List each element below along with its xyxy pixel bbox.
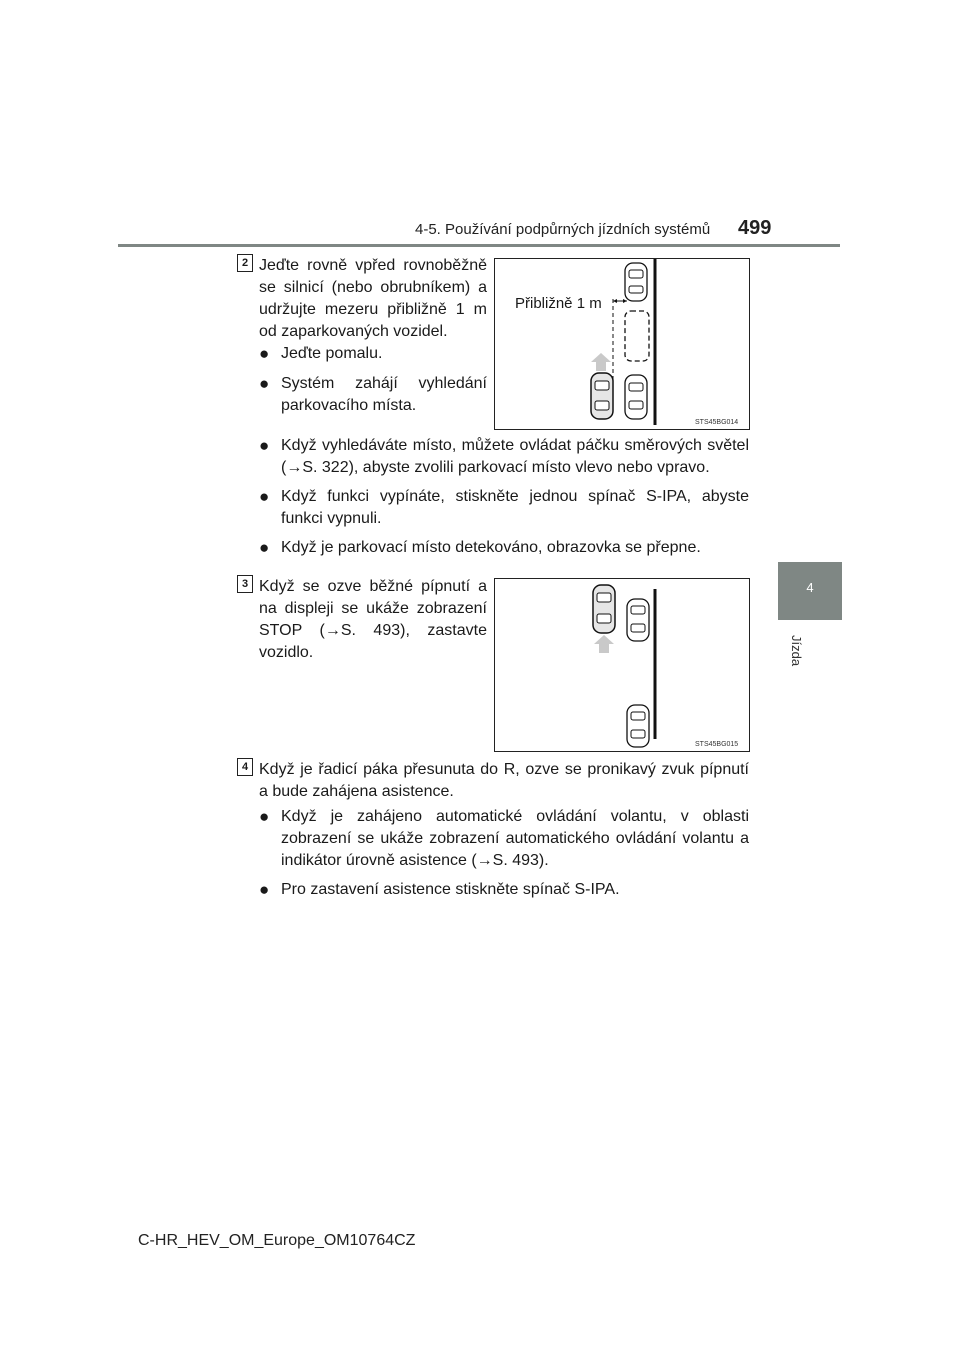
list-item: ● Když funkci vypínáte, stiskněte jednou spínač S-IPA, abyste funkci vypnuli.	[259, 486, 749, 530]
section-title: 4-5. Používání podpůrných jízdních systémů	[415, 221, 711, 238]
step-marker-4: 4	[237, 758, 253, 776]
chapter-number: 4	[806, 580, 814, 595]
list-item: ● Pro zastavení asistence stiskněte spínač S-IPA.	[259, 880, 620, 899]
figure-stop-position	[494, 578, 750, 752]
step-2-text: Jeďte rovně vpřed rovnoběžně se silnicí (nebo obrubníkem) a udržujte mezeru přibližně 1 m od zaparkovaných vozidel.	[259, 257, 487, 340]
figure-code: STS45BG014	[695, 419, 739, 426]
step-3-text: Když se ozve běžné pípnutí a na displeji se ukáže zobrazení STOP (→S. 493), zastavte vozidlo.	[259, 578, 487, 661]
page-number: 499	[738, 217, 772, 239]
bullet-icon: ●	[259, 807, 270, 826]
stop-diagram	[495, 579, 749, 751]
own-car-icon	[591, 373, 613, 419]
step-4-bullets	[259, 806, 749, 901]
list-item: ● Systém zahájí vyhledání parkovacího místa.	[259, 373, 487, 417]
document-code: C-HR_HEV_OM_Europe_OM10764CZ	[138, 1232, 416, 1249]
own-car-icon	[593, 585, 615, 633]
parked-car-icon	[625, 263, 647, 301]
gap-label: Přibližně 1 m	[515, 295, 602, 312]
bullet-icon: ●	[259, 880, 270, 899]
step-marker-3: 3	[237, 575, 253, 593]
parked-car-icon	[627, 705, 649, 747]
parking-diagram	[495, 259, 749, 429]
bullet-icon: ●	[259, 436, 270, 455]
figure-parking-approach	[494, 258, 750, 430]
list-item: ● Když je zahájeno automatické ovládání volantu, v oblasti zobrazení se ukáže zobrazení automatického ovládání volantu a indikátor úrovně asistence (→S. 493).	[259, 806, 749, 872]
step-4-text: Když je řadicí páka přesunuta do R, ozve se pronikavý zvuk pípnutí a bude zahájena asistence.	[259, 761, 749, 800]
header-rule	[118, 244, 840, 247]
parked-car-icon	[625, 375, 647, 419]
bullet-icon: ●	[259, 374, 270, 393]
figure-code: STS45BG015	[695, 741, 739, 748]
bullet-icon: ●	[259, 344, 270, 363]
list-item: ● Když je parkovací místo detekováno, obrazovka se přepne.	[259, 538, 701, 557]
step-2-bullets	[259, 435, 749, 559]
list-item: ● Když vyhledáváte místo, můžete ovládat páčku směrových světel (→S. 322), abyste zvolili parkovací místo vlevo nebo vpravo.	[259, 435, 749, 479]
parked-car-icon	[627, 599, 649, 641]
bullet-icon: ●	[259, 487, 270, 506]
step-2-side-bullets	[259, 343, 487, 417]
bullet-icon: ●	[259, 538, 270, 557]
chapter-label: Jízda	[789, 635, 804, 667]
step-marker-2: 2	[237, 254, 253, 272]
list-item: ● Jeďte pomalu.	[259, 344, 383, 363]
